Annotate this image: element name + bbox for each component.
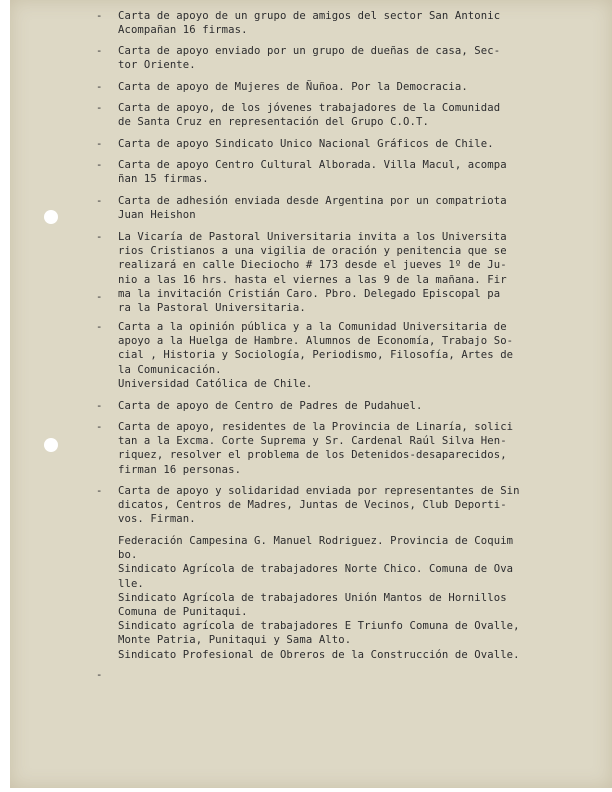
text-line: Carta de apoyo de Mujeres de Ñuñoa. Por la Democracia. [118, 81, 468, 93]
list-dash: - [96, 231, 103, 243]
list-dash: - [96, 321, 103, 333]
text-line: ma la invitación Cristián Caro. Pbro. Delegado Episcopal pa [118, 287, 501, 300]
text-line: Carta de apoyo de un grupo de amigos del sector San Antonic [118, 10, 501, 22]
list-item [118, 158, 588, 186]
text-line: ñan 15 firmas. [118, 173, 209, 186]
list-dash: - [96, 102, 103, 114]
text-line: ra la Pastoral Universitaria. [118, 302, 306, 315]
list-dash: - [96, 159, 103, 171]
text-line: la Comunicación. [118, 363, 222, 376]
list-item [118, 484, 588, 527]
text-line: Carta de apoyo enviado por un grupo de dueñas de casa, Sec- [118, 45, 501, 57]
text-line: dicatos, Centros de Madres, Juntas de Vecinos, Club Deporti- [118, 499, 507, 512]
list-item [118, 320, 588, 391]
list-item [118, 44, 588, 72]
signatory-list [118, 534, 588, 662]
punch-hole [44, 210, 58, 224]
text-line: Comuna de Punitaqui. [118, 606, 248, 619]
text-line: Carta de apoyo Sindicato Unico Nacional Gráficos de Chile. [118, 138, 494, 150]
list-dash: - [96, 45, 103, 57]
text-line: apoyo a la Huelga de Hambre. Alumnos de Economía, Trabajo So- [118, 335, 514, 348]
text-line: Monte Patria, Punitaqui y Sama Alto. [118, 634, 352, 647]
text-line: Carta de apoyo y solidaridad enviada por representantes de Sin [118, 485, 520, 497]
text-line: de Santa Cruz en representación del Grupo C.O.T. [118, 116, 429, 129]
list-item [118, 137, 588, 151]
list-item [118, 399, 588, 413]
text-line: realizará en calle Dieciocho # 173 desde el jueves 1º de Ju- [118, 259, 507, 272]
list-item [118, 80, 588, 94]
list-item [118, 230, 588, 315]
text-line: bo. [118, 549, 138, 562]
text-line: Sindicato Agrícola de trabajadores Norte Chico. Comuna de Ova [118, 563, 514, 576]
list-item [118, 420, 588, 477]
text-line: Sindicato agrícola de trabajadores E Triunfo Comuna de Ovalle, [118, 620, 520, 633]
text-line: Acompañan 16 firmas. [118, 24, 248, 37]
list-dash: - [96, 138, 103, 150]
list-item [118, 9, 588, 37]
text-line: Carta de apoyo, residentes de la Provincia de Linaría, solici [118, 421, 514, 433]
text-line: Carta de apoyo de Centro de Padres de Pudahuel. [118, 400, 423, 412]
text-line: Carta a la opinión pública y a la Comunidad Universitaria de [118, 321, 507, 333]
text-line: nio a las 16 hrs. hasta el viernes a las 9 de la mañana. Fir [118, 273, 507, 286]
text-line: tor Oriente. [118, 59, 196, 72]
text-line: Juan Heishon [118, 209, 196, 222]
list-dash: - [96, 10, 103, 22]
text-line: Federación Campesina G. Manuel Rodriguez. Provincia de Coquim [118, 535, 514, 547]
text-line: firman 16 personas. [118, 463, 242, 476]
text-line: rios Cristianos a una vigilia de oración y penitencia que se [118, 245, 507, 258]
list-item [118, 194, 588, 222]
text-line: Carta de apoyo Centro Cultural Alborada. Villa Macul, acompa [118, 159, 507, 171]
list-dash: - [96, 421, 103, 433]
list-dash: - [96, 81, 103, 93]
text-line: tan a la Excma. Corte Suprema y Sr. Cardenal Raúl Silva Hen- [118, 435, 507, 448]
text-line: vos. Firman. [118, 513, 196, 526]
list-dash: - [96, 485, 103, 497]
text-line: Carta de adhesión enviada desde Argentina por un compatriota [118, 195, 507, 207]
text-line: riquez, resolver el problema de los Detenidos-desaparecidos, [118, 449, 507, 462]
text-line: Universidad Católica de Chile. [118, 377, 313, 390]
text-line: Carta de apoyo, de los jóvenes trabajadores de la Comunidad [118, 102, 501, 114]
stray-mark: - [96, 669, 103, 681]
text-line: Sindicato Profesional de Obreros de la Construcción de Ovalle. [118, 648, 520, 661]
text-line: Sindicato Agrícola de trabajadores Unión Mantos de Hornillos [118, 591, 507, 604]
text-line: La Vicaría de Pastoral Universitaria invita a los Universita [118, 231, 507, 243]
stray-mark: - [96, 291, 103, 303]
list-dash: - [96, 400, 103, 412]
text-line: cial , Historia y Sociología, Periodismo, Filosofía, Artes de [118, 349, 514, 362]
text-line: lle. [118, 577, 144, 590]
punch-hole [44, 438, 58, 452]
list-item [118, 101, 588, 129]
list-dash: - [96, 195, 103, 207]
